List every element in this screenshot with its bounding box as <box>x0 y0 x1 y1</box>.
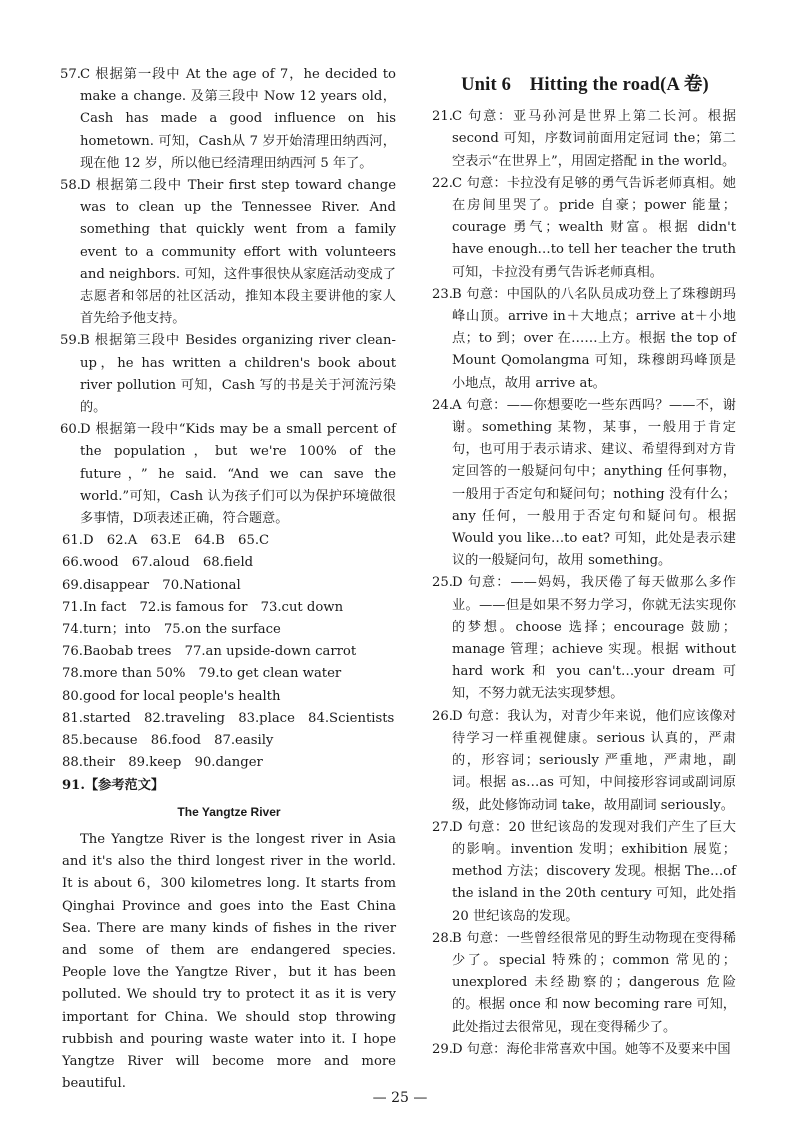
entry-number: 29. <box>432 1041 453 1057</box>
entry-text: C 句意：亚马孙河是世界上第二长河。根据 second 可知，序数词前面用定冠词 the；第二空表示“在世界上”，用固定搭配 in the world。 <box>452 109 736 169</box>
entry-number: 58. <box>60 178 81 194</box>
answer-line: 78.more than 50% 79.to get clean water <box>62 666 342 682</box>
essay-title: The Yangtze River <box>177 804 281 819</box>
answer-entry-28 <box>434 928 736 1039</box>
answer-entry-58 <box>62 175 396 330</box>
entry-text: B 根据第三段中 Besides organizing river clean-up，he has written a children's book about river pollution 可知，Cash 写的书是关于河流污染的。 <box>80 333 396 416</box>
answer-line: 71.In fact 72.is famous for 73.cut down <box>62 599 344 615</box>
entry-number: 25. <box>432 575 453 591</box>
entry-text: B 句意：一些曾经很常见的野生动物现在变得稀少了。special 特殊的；common 常见的；unexplored 未经勘察的；dangerous 危险的。根据 once 和 now becoming rare 可知，此处指过去很常见，现在变得稀少了。 <box>452 930 736 1035</box>
answer-entry-59 <box>62 330 396 419</box>
answer-entry-27 <box>434 817 736 928</box>
answer-line: 81.started 82.traveling 83.place 84.Scientists <box>62 710 395 726</box>
answer-entry-26 <box>434 706 736 817</box>
entry-text: C 句意：卡拉没有足够的勇气告诉老师真相。她在房间里哭了。pride 自豪；power 能量；courage 勇气；wealth 财富。根据 didn't have enough…to tell her teacher the truth 可知，卡拉没有勇气告诉老师真相。 <box>452 175 736 280</box>
answer-entry-25 <box>434 572 736 705</box>
entry-number: 27. <box>432 819 453 835</box>
answer-line: 88.their 89.keep 90.danger <box>62 755 263 771</box>
answer-entry-57 <box>62 64 396 175</box>
entry-number: 22. <box>432 175 453 191</box>
entry-number: 59. <box>60 333 81 349</box>
left-column <box>62 64 396 1095</box>
essay-body: The Yangtze River is the longest river in Asia and it's also the third longest river in the world. It is about 6，300 kilometres long. It starts from Qinghai Province and goes into the East China Sea. There are many kinds of fishes in the river and some of them are endangered species. People love the Yangtze River，but it has been polluted. We should try to protect it as it is very important for China. We should stop throwing rubbish and pouring waste water into it. I hope Yangtze River will become more and more beautiful. <box>62 831 396 1092</box>
entry-text: D 根据第二段中 Their first step toward change was to clean up the Tennessee River. And something that quickly went from a family event to a community effort with volunteers and neighbors. 可知，这件事很快从家庭活动变成了志愿者和邻居的社区活动，推知本段主要讲他的家人首先给予他支持。 <box>80 178 396 327</box>
answer-line: 76.Baobab trees 77.an upside-down carrot <box>62 644 357 660</box>
entry-number: 26. <box>432 708 453 724</box>
entry-text: B 句意：中国队的八名队员成功登上了珠穆朗玛峰山顶。arrive in＋大地点；arrive at＋小地点；to 到；over 在……上方。根据 the top of Mount Qomolangma 可知，珠穆朗玛峰顶是小地点，故用 arrive at。 <box>452 286 736 391</box>
essay-heading: 91.【参考范文】 <box>62 777 165 793</box>
answer-line: 85.because 86.food 87.easily <box>62 733 274 749</box>
entry-text: D 句意：——妈妈，我厌倦了每天做那么多作业。——但是如果不努力学习，你就无法实现你的梦想。choose 选择；encourage 鼓励；manage 管理；achieve 实现。根据 without hard work 和 you can't…your dream 可知，不努力就无法实现梦想。 <box>452 575 736 702</box>
unit-title: Unit 6 Hitting the road(A 卷) <box>461 75 709 95</box>
entry-number: 23. <box>432 286 453 302</box>
answer-entry-23 <box>434 284 736 395</box>
entry-text: C 根据第一段中 At the age of 7，he decided to make a change. 及第三段中 Now 12 years old，Cash has made a good influence on his hometown. 可知，Cash从 7 岁开始清理田纳西河，现在他 12 岁，所以他已经清理田纳西河 5 年了。 <box>80 67 396 171</box>
answer-line: 66.wood 67.aloud 68.field <box>62 555 254 571</box>
right-column <box>434 66 736 1061</box>
entry-number: 28. <box>432 930 453 946</box>
answer-entry-29 <box>434 1039 736 1061</box>
answer-line: 74.turn；into 75.on the surface <box>62 622 281 638</box>
page-number: — 25 — <box>372 1090 428 1106</box>
entry-number: 21. <box>432 109 453 125</box>
entry-text: D 根据第一段中“Kids may be a small percent of the population，but we're 100% of the future，” he said. “And we can save the world.”可知，Cash 认为孩子们可以为保护环境做很多事情，D项表述正确，符合题意。 <box>80 422 396 527</box>
answer-line: 61.D 62.A 63.E 64.B 65.C <box>62 533 270 549</box>
entry-number: 57. <box>60 67 81 82</box>
answer-entry-60 <box>62 419 396 530</box>
entry-number: 24. <box>432 397 453 413</box>
entry-text: D 句意：我认为，对青少年来说，他们应该像对待学习一样重视健康。serious 认真的，严肃的，形容词；seriously 严重地，严肃地，副词。根据 as…as 可知，中间接形容词或副词原级，此处修饰动词 take，故用副词 seriously。 <box>452 708 736 813</box>
answer-entry-22 <box>434 173 736 284</box>
entry-text: D 句意：20 世纪该岛的发现对我们产生了巨大的影响。invention 发明；exhibition 展览；method 方法；discovery 发现。根据 The…of the island in the 20th century 可知，此处指 20 世纪该岛的发现。 <box>452 819 736 924</box>
entry-number: 60. <box>60 422 81 438</box>
answer-entry-21 <box>434 106 736 173</box>
answer-entry-24 <box>434 395 736 573</box>
answer-line: 69.disappear 70.National <box>62 577 241 593</box>
entry-text: A 句意：——你想要吃一些东西吗？——不，谢谢。something 某物，某事，一般用于肯定句，也可用于表示请求、建议、希望得到对方肯定回答的一般疑问句中；anything 任何事物，一般用于否定句和疑问句；nothing 没有什么；any 任何，一般用于否定句和疑问句。根据 Would you like…to eat? 可知，此处是表示建议的一般疑问句，故用 something。 <box>452 397 736 569</box>
entry-text: D 句意：海伦非常喜欢中国。她等不及要来中国 <box>452 1041 731 1057</box>
answer-line: 80.good for local people's health <box>62 688 281 704</box>
